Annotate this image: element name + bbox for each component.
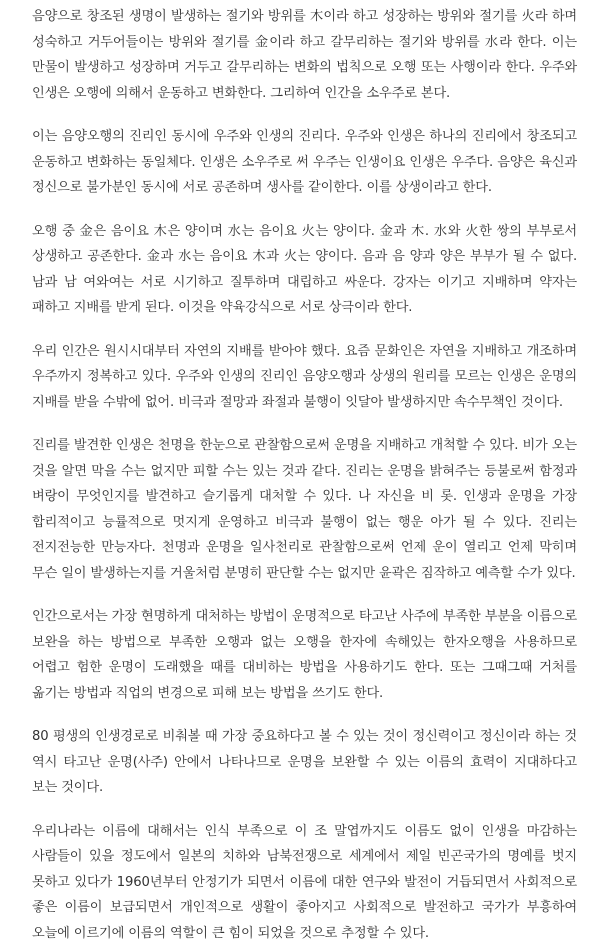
paragraph-universe-and-life: 이는 음양오행의 진리인 동시에 우주와 인생의 진리다. 우주와 인생은 하나의 진리에서 창조되고 운동하고 변화하는 동일체다. 인생은 소우주로 써 우주는 인생이요 인생은 우주다. 음양은 육신과 정신으로 불가분인 동시에 서로 공존하며 생사를 같이한다. 이를 상생이라고 한다.	[32, 124, 577, 201]
paragraph-nature-dominance: 우리 인간은 원시시대부터 자연의 지배를 받아야 했다. 요즘 문화인은 자연을 지배하고 개조하며 우주까지 정복하고 있다. 우주와 인생의 진리인 음양오행과 상생의 원리를 모르는 인생은 운명의 지배를 받을 수밖에 없어. 비극과 절망과 좌절과 불행이 잇달아 발생하지만 속수무책인 것이다.	[32, 339, 577, 416]
paragraph-name-supplement: 인간으로서는 가장 현명하게 대처하는 방법이 운명적으로 타고난 사주에 부족한 부분을 이름으로 보완을 하는 방법으로 부족한 오행과 없는 오행을 한자에 속해있는 한자오행을 사용하므로 어렵고 험한 운명이 도래했을 때를 대비하는 방법을 사용하기도 한다. 또는 그때그때 거처를 옮기는 방법과 직업의 변경으로 피해 보는 방법을 쓰기도 한다.	[32, 604, 577, 706]
paragraph-korea-names-history: 우리나라는 이름에 대해서는 인식 부족으로 이 조 말엽까지도 이름도 없이 인생을 마감하는 사람들이 있을 정도에서 일본의 치하와 남북전쟁으로 세계에서 제일 빈곤국가의 명예를 벗지 못하고 있다가 1960년부터 안정기가 되면서 이름에 대한 연구와 발전이 거듭되면서 사회적으로 좋은 이름이 보급되면서 개인적으로 생활이 좋아지고 사회적으로 발전하고 국가가 부흥하여 오늘에 이르기에 이름의 역할이 큰 힘이 되었을 것으로 추정할 수 있다.	[32, 819, 577, 946]
paragraph-mental-strength: 80 평생의 인생경로로 비춰볼 때 가장 중요하다고 볼 수 있는 것이 정신력이고 정신이라 하는 것 역시 타고난 운명(사주) 안에서 나타나므로 운명을 보완할 수 있는 이름의 효력이 지대하다고 보는 것이다.	[32, 724, 577, 801]
paragraph-yin-yang-pairs: 오행 중 金은 음이요 木은 양이며 水는 음이요 火는 양이다. 金과 木. 水와 火한 쌍의 부부로서 상생하고 공존한다. 金과 水는 음이요 木과 火는 양이다. 음과 음 양과 양은 부부가 될 수 없다. 남과 남 여와여는 서로 시기하고 질투하며 대립하고 싸운다. 강자는 이기고 지배하며 약자는 패하고 지배를 받게 된다. 이것을 약육강식으로 서로 상극이라 한다.	[32, 219, 577, 321]
paragraph-ohaeng-definition: 음양으로 창조된 생명이 발생하는 절기와 방위를 木이라 하고 성장하는 방위와 절기를 火라 하며 성숙하고 거두어들이는 방위와 절기를 金이라 하고 갈무리하는 절기와 방위를 水라 한다. 이는 만물이 발생하고 성장하며 거두고 갈무리하는 변화의 법칙으로 오행 또는 사행이라 한다. 우주와 인생은 오행에 의해서 운동하고 변화한다. 그리하여 인간을 소우주로 본다.	[32, 4, 577, 106]
paragraph-truth-and-destiny: 진리를 발견한 인생은 천명을 한눈으로 관찰함으로써 운명을 지배하고 개척할 수 있다. 비가 오는 것을 알면 막을 수는 없지만 피할 수는 있는 것과 같다. 진리는 운명을 밝혀주는 등불로써 함정과 벼랑이 무엇인지를 발견하고 슬기롭게 대처할 수 있다. 나 자신을 비 롯. 인생과 운명을 가장 합리적이고 능률적으로 멋지게 운영하고 비극과 불행이 없는 행운 아가 될 수 있다. 진리는 전지전능한 만능자다. 천명과 운명을 일사천리로 관찰함으로써 언제 운이 열리고 언제 막히며 무슨 일이 발생하는지를 거울처럼 분명히 판단할 수는 없지만 윤곽은 짐작하고 예측할 수가 있다.	[32, 433, 577, 586]
